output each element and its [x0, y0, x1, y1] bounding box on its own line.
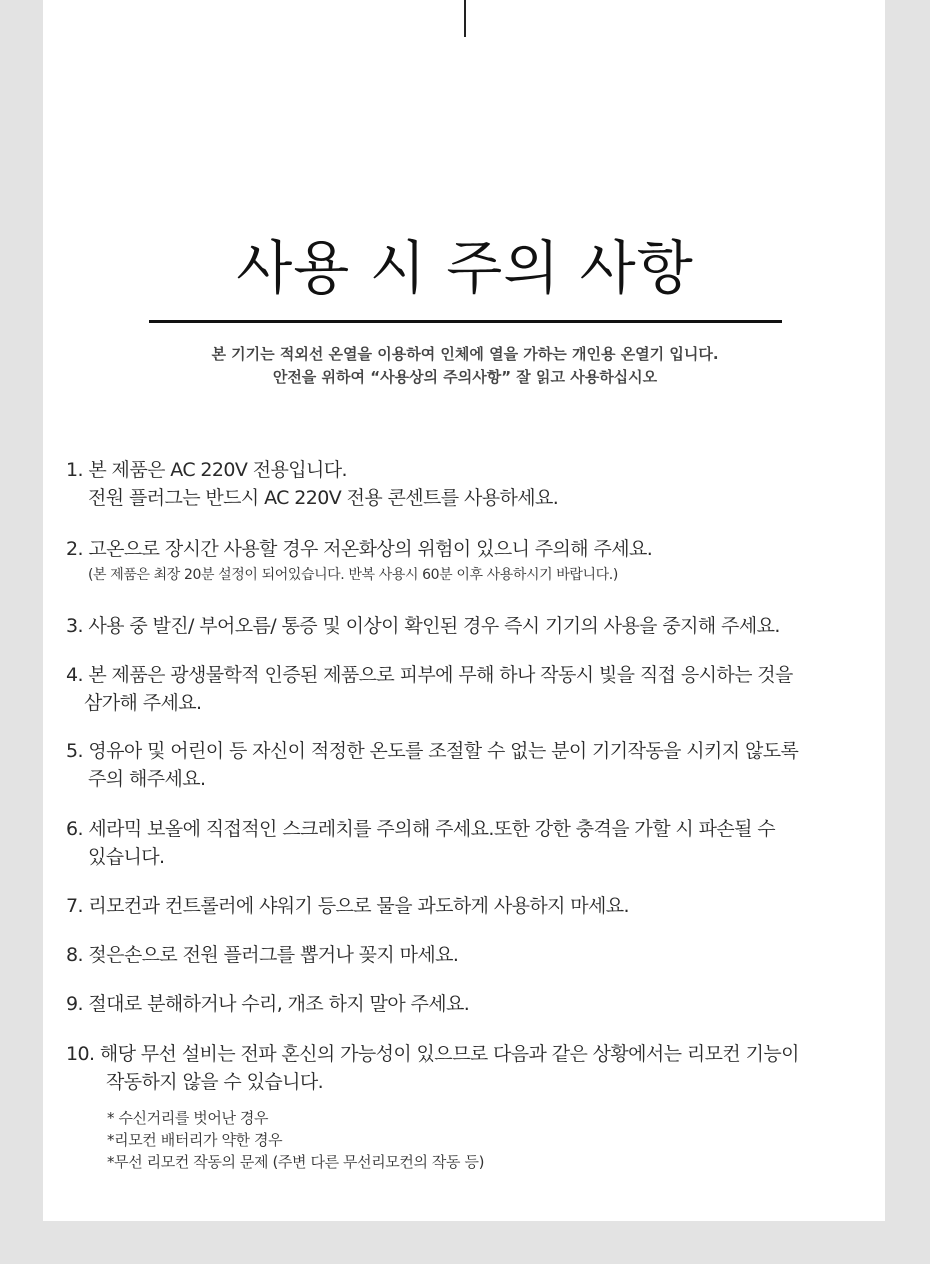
title-divider	[149, 320, 782, 323]
remote-condition-3: *무선 리모컨 작동의 문제 (주변 다른 무선리모컨의 작동 등)	[107, 1153, 485, 1171]
remote-condition-2: *리모컨 배터리가 약한 경우	[107, 1131, 283, 1149]
caution-item-main: 8. 젖은손으로 전원 플러그를 뽑거나 꽂지 마세요.	[66, 944, 459, 966]
caution-item-main: 6. 세라믹 보올에 직접적인 스크레치를 주의해 주세요.또한 강한 충격을 가할 시 파손될 수	[66, 818, 776, 840]
caution-item-10	[66, 1040, 886, 1096]
caution-item-1	[66, 456, 886, 512]
caution-item-2	[66, 535, 886, 587]
caution-item-main: 10. 해당 무선 설비는 전파 혼신의 가능성이 있으므로 다음과 같은 상황에서는 리모컨 기능이	[66, 1043, 799, 1065]
intro-text	[0, 343, 930, 389]
caution-item-main: 4. 본 제품은 광생물학적 인증된 제품으로 피부에 무해 하나 작동시 빛을 직접 응시하는 것을	[66, 664, 793, 686]
caution-item-main: 1. 본 제품은 AC 220V 전용입니다.	[66, 459, 347, 481]
caution-item-6	[66, 815, 886, 871]
remote-condition-1: * 수신거리를 벗어난 경우	[107, 1109, 269, 1127]
caution-item-8	[66, 941, 886, 969]
intro-line-1: 본 기기는 적외선 온열을 이용하여 인체에 열을 가하는 개인용 온열기 입니다.	[211, 345, 719, 363]
caution-item-sub: 전원 플러그는 반드시 AC 220V 전용 콘센트를 사용하세요.	[88, 487, 559, 509]
caution-item-sub: 주의 해주세요.	[88, 768, 206, 790]
caution-item-note: (본 제품은 최장 20분 설정이 되어있습니다. 반복 사용시 60분 이후 사용하시기 바랍니다.)	[88, 567, 618, 583]
caution-item-main: 3. 사용 중 발진/ 부어오름/ 통증 및 이상이 확인된 경우 즉시 기기의 사용을 중지해 주세요.	[66, 615, 780, 637]
content-card	[43, 0, 885, 1221]
caution-item-main: 5. 영유아 및 어린이 등 자신이 적정한 온도를 조절할 수 없는 분이 기기작동을 시키지 않도록	[66, 740, 799, 762]
caution-item-sub: 삼가해 주세요.	[84, 692, 202, 714]
intro-line-2: 안전을 위하여 “사용상의 주의사항” 잘 읽고 사용하십시오	[272, 368, 658, 386]
caution-item-3	[66, 612, 886, 640]
page-title: 사용 시 주의 사항	[236, 234, 694, 302]
caution-item-sub: 작동하지 않을 수 있습니다.	[106, 1071, 324, 1093]
caution-item-5	[66, 737, 886, 793]
caution-item-9	[66, 990, 886, 1018]
caution-item-main: 7. 리모컨과 컨트롤러에 샤워기 등으로 물을 과도하게 사용하지 마세요.	[66, 895, 629, 917]
caution-item-main: 2. 고온으로 장시간 사용할 경우 저온화상의 위험이 있으니 주의해 주세요.	[66, 538, 653, 560]
caution-item-4	[66, 661, 886, 717]
caution-item-sub: 있습니다.	[88, 846, 165, 868]
remote-conditions-list	[107, 1107, 484, 1173]
caution-item-7	[66, 892, 886, 920]
caution-item-main: 9. 절대로 분해하거나 수리, 개조 하지 말아 주세요.	[66, 993, 470, 1015]
top-vertical-line	[464, 0, 466, 37]
